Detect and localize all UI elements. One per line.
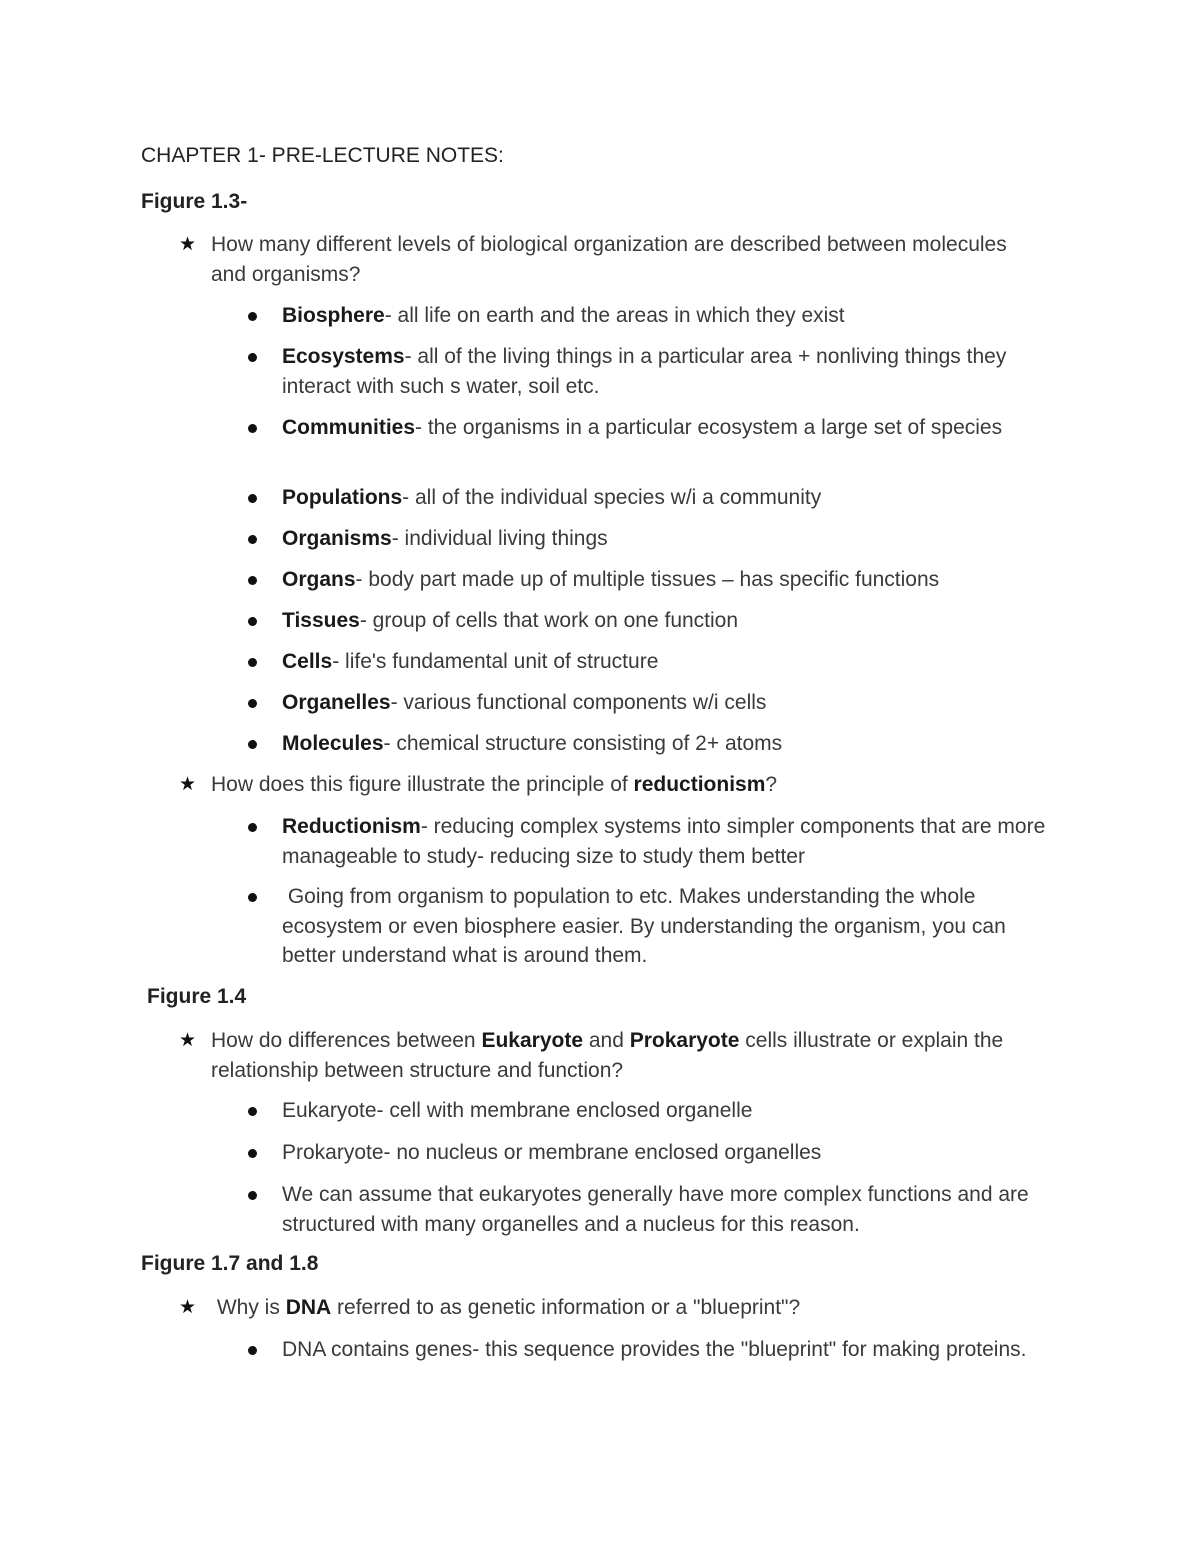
bullet-dot-icon bbox=[248, 1346, 257, 1355]
bullet-dot-icon bbox=[248, 494, 257, 503]
bullet-dot-icon bbox=[248, 658, 257, 667]
page-title: CHAPTER 1- PRE-LECTURE NOTES: bbox=[141, 144, 504, 167]
bullet-dot-icon bbox=[248, 699, 257, 708]
bullet-dot-icon bbox=[248, 893, 257, 902]
list-item-molecules: Molecules- chemical structure consisting of 2+ atoms bbox=[282, 729, 1062, 759]
list-item-prokaryote: Prokaryote- no nucleus or membrane enclosed organelles bbox=[282, 1138, 1062, 1168]
list-item-reductionism-example: Going from organism to population to etc. Makes understanding the whole ecosystem or even biosphere easier. By understanding the organism, you can better understand what is around them. bbox=[282, 882, 1007, 971]
bullet-dot-icon bbox=[248, 424, 257, 433]
list-item-tissues: Tissues- group of cells that work on one function bbox=[282, 606, 1062, 636]
list-item-ecosystems: Ecosystems- all of the living things in a particular area + nonliving things they interact with such s water, soil etc. bbox=[282, 342, 1062, 401]
bullet-dot-icon bbox=[248, 353, 257, 362]
list-item-eukaryote: Eukaryote- cell with membrane enclosed organelle bbox=[282, 1096, 1062, 1126]
question-eukaryote-prokaryote: ★ How do differences between Eukaryote and Prokaryote cells illustrate or explain the relationship between structure and function? bbox=[211, 1026, 1011, 1085]
list-item-eukaryote-conclusion: We can assume that eukaryotes generally have more complex functions and are structured with many organelles and a nucleus for this reason. bbox=[282, 1180, 1052, 1239]
list-item-biosphere: Biosphere- all life on earth and the areas in which they exist bbox=[282, 301, 1062, 331]
list-item-dna-genes: DNA contains genes- this sequence provides the "blueprint" for making proteins. bbox=[282, 1335, 1042, 1365]
bullet-dot-icon bbox=[248, 617, 257, 626]
question-dna-blueprint: ★ Why is DNA referred to as genetic information or a "blueprint"? bbox=[211, 1293, 1031, 1323]
question-reductionism: ★ How does this figure illustrate the principle of reductionism? bbox=[211, 770, 1031, 800]
question-levels-of-organization: ★ How many different levels of biological organization are described between molecules and organisms? bbox=[211, 230, 1031, 289]
list-item-reductionism: Reductionism- reducing complex systems into simpler components that are more manageable to study- reducing size to study them better bbox=[282, 812, 1052, 871]
bullet-dot-icon bbox=[248, 1149, 257, 1158]
section-heading-figure-1-4: Figure 1.4 bbox=[147, 985, 247, 1008]
list-item-populations: Populations- all of the individual species w/i a community bbox=[282, 483, 1062, 513]
list-item-organelles: Organelles- various functional components w/i cells bbox=[282, 688, 1062, 718]
bullet-dot-icon bbox=[248, 535, 257, 544]
bullet-dot-icon bbox=[248, 823, 257, 832]
list-item-communities: Communities- the organisms in a particular ecosystem a large set of species bbox=[282, 413, 1022, 443]
section-heading-figure-1-7-1-8: Figure 1.7 and 1.8 bbox=[141, 1252, 319, 1275]
star-bullet-icon: ★ bbox=[179, 1297, 197, 1318]
list-item-cells: Cells- life's fundamental unit of structure bbox=[282, 647, 1062, 677]
section-heading-figure-1-3: Figure 1.3- bbox=[141, 190, 248, 213]
star-bullet-icon: ★ bbox=[179, 1030, 197, 1051]
bullet-dot-icon bbox=[248, 576, 257, 585]
list-item-organs: Organs- body part made up of multiple tissues – has specific functions bbox=[282, 565, 1082, 595]
bullet-dot-icon bbox=[248, 1191, 257, 1200]
star-bullet-icon: ★ bbox=[179, 234, 197, 255]
bullet-dot-icon bbox=[248, 740, 257, 749]
bullet-dot-icon bbox=[248, 312, 257, 321]
star-bullet-icon: ★ bbox=[179, 774, 197, 795]
list-item-organisms: Organisms- individual living things bbox=[282, 524, 1062, 554]
bullet-dot-icon bbox=[248, 1107, 257, 1116]
